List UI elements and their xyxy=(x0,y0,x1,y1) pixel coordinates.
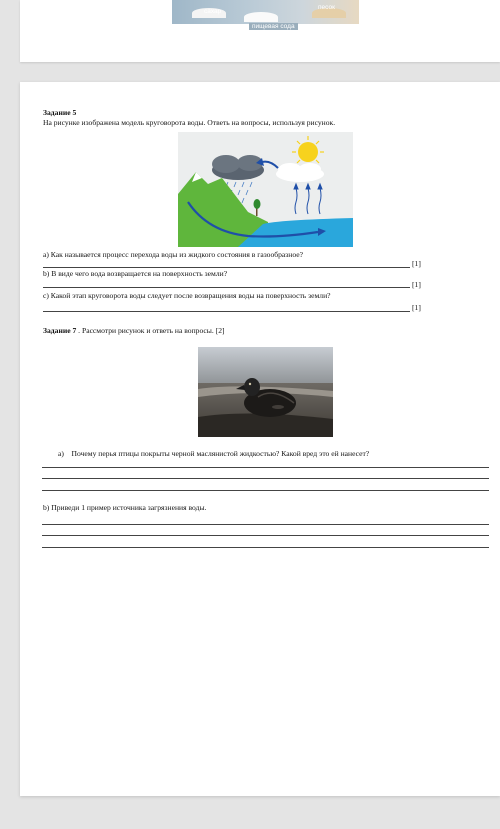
task7-question-a-text: Почему перья птицы покрыты черной маслянистой жидкостью? Какой вред это ей нанесет? xyxy=(71,449,370,458)
cloud-right-icon xyxy=(276,163,324,182)
substances-photo xyxy=(172,0,359,24)
task7-answer-line-3[interactable] xyxy=(42,490,489,491)
task7-heading xyxy=(43,326,225,335)
task7-answer-line-1[interactable] xyxy=(42,467,489,468)
oiled-bird-photo xyxy=(198,347,333,437)
task5-question-c: c) Какой этап круговорота воды следует после возвращения воды на поверхность земли? xyxy=(43,291,331,300)
answer-line-b[interactable] xyxy=(43,287,410,288)
task5-question-a: а) Как называется процесс перехода воды из жидкого состояния в газообразное? xyxy=(43,250,303,259)
task7-intro: . Рассмотри рисунок и ответь на вопросы. [2] xyxy=(78,326,225,335)
task5-score-a: [1] xyxy=(412,259,421,268)
task5-intro: На рисунке изображена модель круговорота воды. Ответь на вопросы, используя рисунок. xyxy=(43,118,336,127)
task7-answer-line-4[interactable] xyxy=(42,524,489,525)
task5-score-b: [1] xyxy=(412,280,421,289)
task7-answer-line-5[interactable] xyxy=(42,535,489,536)
task7-answer-line-6[interactable] xyxy=(42,547,489,548)
task5-score-c: [1] xyxy=(412,303,421,312)
task5-title: Задание 5 xyxy=(43,108,77,117)
answer-line-c[interactable] xyxy=(43,311,410,312)
condensation-arrow xyxy=(262,162,278,168)
label-sugar: сахар xyxy=(204,8,222,15)
task7-question-b: b) Приведи 1 пример источника загрязнения воды. xyxy=(43,503,207,512)
task7-answer-line-2[interactable] xyxy=(42,478,489,479)
answer-line-a[interactable] xyxy=(43,267,410,268)
label-sand: песок xyxy=(318,4,335,11)
previous-page xyxy=(20,0,500,62)
task7-question-a xyxy=(58,449,369,458)
task7-title: Задание 7 xyxy=(43,326,77,335)
tree-icon xyxy=(254,199,261,209)
oiled-bird-svg xyxy=(198,347,333,437)
soda-pile xyxy=(244,12,278,22)
rain-cloud-icon xyxy=(212,155,264,180)
task5-question-b: b) В виде чего вода возвращается на поверхность земли? xyxy=(43,269,228,278)
worksheet-page xyxy=(20,82,500,796)
water-cycle-diagram xyxy=(178,132,353,247)
task7-question-a-marker: а) xyxy=(58,449,64,458)
evaporation-arrows xyxy=(294,184,322,214)
water-cycle-svg xyxy=(178,132,353,247)
label-soda: пищевая сода xyxy=(249,23,298,30)
